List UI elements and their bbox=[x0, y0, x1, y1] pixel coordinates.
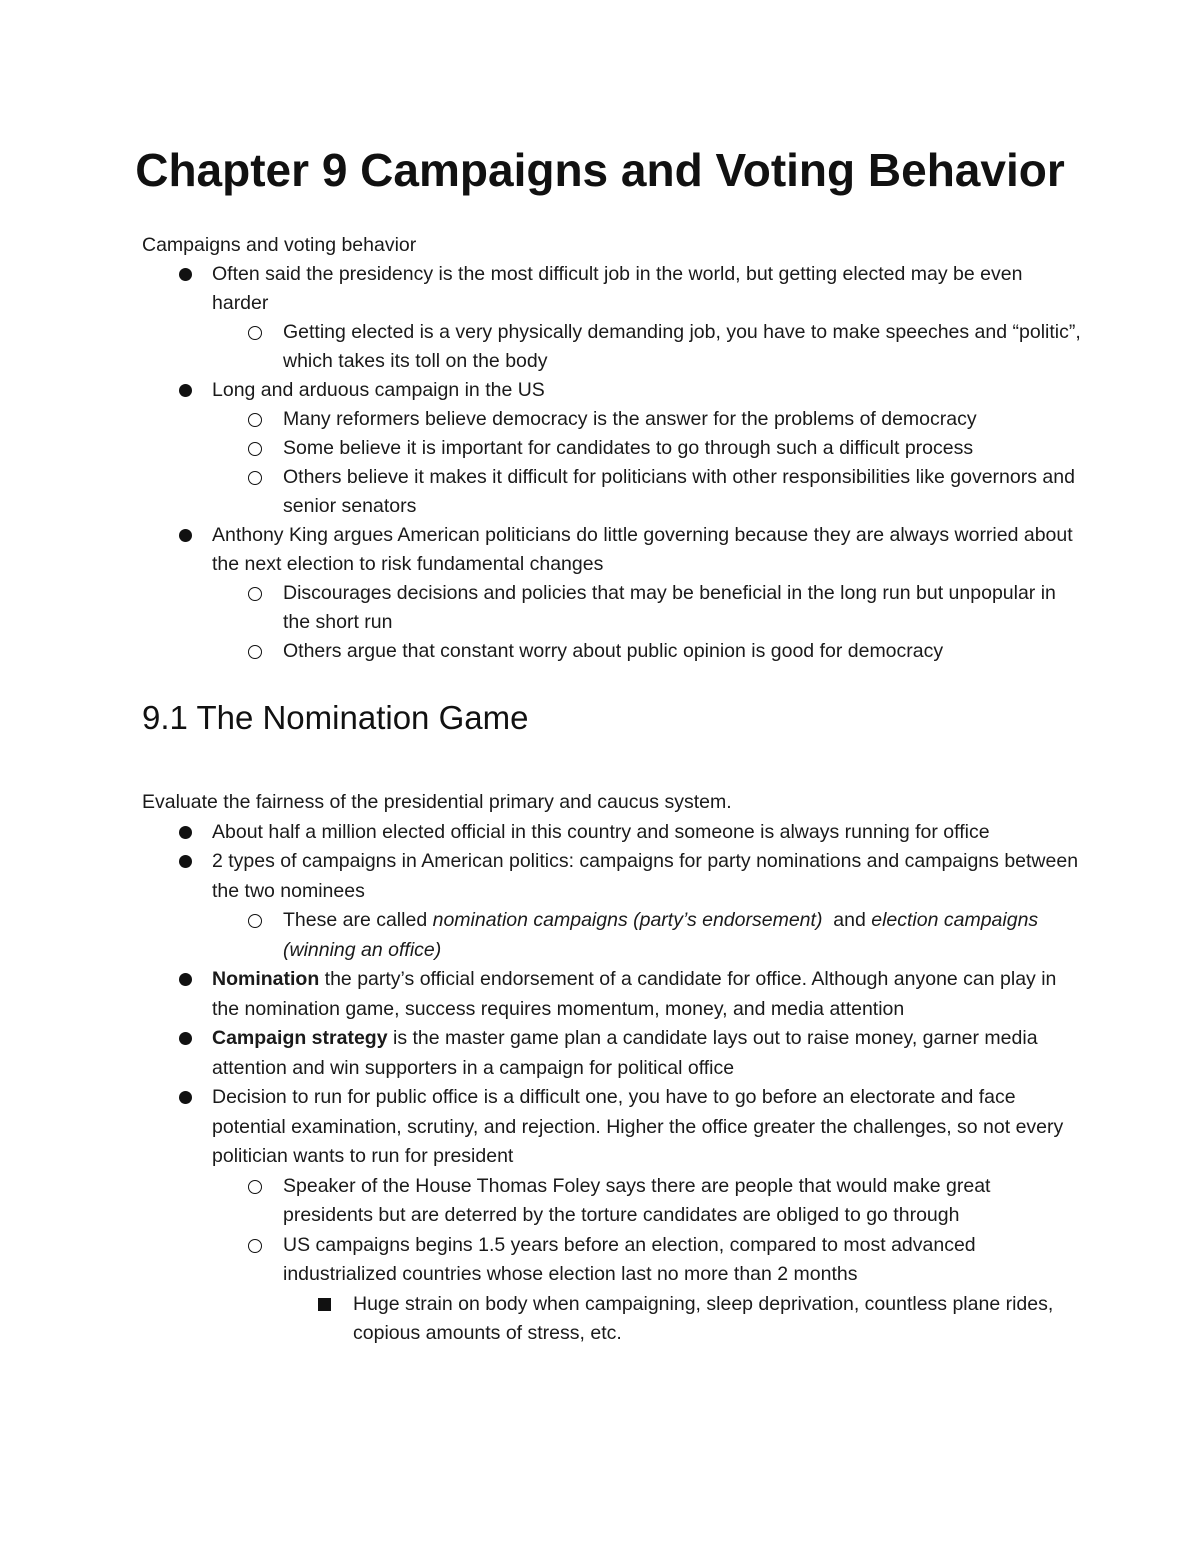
sub-list-item bbox=[212, 906, 1082, 965]
term-bold: Nomination bbox=[212, 968, 320, 990]
term-bold: Campaign strategy bbox=[212, 1027, 388, 1049]
circle-bullet-icon bbox=[248, 326, 262, 340]
sub-list-item bbox=[212, 579, 1082, 637]
list-item bbox=[142, 1024, 1082, 1083]
nomination-section bbox=[142, 690, 1082, 1349]
disc-bullet-icon bbox=[179, 1032, 192, 1045]
sub-list-item bbox=[212, 318, 1082, 376]
intro-lead: Campaigns and voting behavior bbox=[142, 234, 417, 256]
list-item-text: Long and arduous campaign in the US bbox=[212, 379, 545, 401]
sub-list bbox=[212, 579, 1082, 666]
sub-list bbox=[212, 318, 1082, 376]
section-lead: Evaluate the fairness of the presidential primary and caucus system. bbox=[142, 791, 732, 813]
disc-bullet-icon bbox=[179, 973, 192, 986]
sub-list-item bbox=[212, 463, 1082, 521]
sub-text-emphasis: election campaigns (winning an office) bbox=[283, 909, 1039, 961]
page-title: Chapter 9 Campaigns and Voting Behavior bbox=[135, 144, 1065, 196]
sub-list-item-text: Discourages decisions and policies that may be beneficial in the long run but unpopular in the short run bbox=[283, 582, 1056, 633]
section-list bbox=[142, 818, 1082, 1349]
list-item bbox=[142, 1083, 1082, 1349]
circle-bullet-icon bbox=[248, 587, 262, 601]
list-item-text: Often said the presidency is the most difficult job in the world, but getting elected may be even harder bbox=[212, 263, 1023, 314]
sub-list-item-text: Others argue that constant worry about public opinion is good for democracy bbox=[283, 640, 944, 662]
sub-list-item-text: US campaigns begins 1.5 years before an election, compared to most advanced industrialized countries whose election last no more than 2 months bbox=[283, 1233, 976, 1285]
list-item-text: Decision to run for public office is a difficult one, you have to go before an electorate and face potential examination, scrutiny, and rejection. Higher the office greater the challenges, so not every politician wants to run for president bbox=[212, 1086, 1064, 1167]
circle-bullet-icon bbox=[248, 1180, 262, 1194]
list-item bbox=[142, 521, 1082, 666]
intro-section bbox=[142, 231, 1082, 666]
term-definition: the party’s official endorsement of a candidate for office. Although anyone can play in the nomination game, success requires momentum, money, and media attention bbox=[212, 968, 1057, 1020]
disc-bullet-icon bbox=[179, 1091, 192, 1104]
sub-text-emphasis: nomination campaigns (party’s endorsement) bbox=[432, 909, 823, 931]
sub-list-item-text: Some believe it is important for candidates to go through such a difficult process bbox=[283, 437, 974, 459]
sub-list-item-text: Others believe it makes it difficult for politicians with other responsibilities like governors and senior senators bbox=[283, 466, 1075, 517]
square-bullet-icon bbox=[318, 1298, 331, 1311]
list-item bbox=[142, 847, 1082, 965]
sub-list-item bbox=[212, 1172, 1082, 1231]
sub-list-item bbox=[212, 637, 1082, 666]
circle-bullet-icon bbox=[248, 442, 262, 456]
circle-bullet-icon bbox=[248, 914, 262, 928]
sub-list bbox=[212, 906, 1082, 965]
sub-sub-list bbox=[283, 1290, 1082, 1349]
list-item bbox=[142, 965, 1082, 1024]
sub-list-item-text: Getting elected is a very physically demanding job, you have to make speeches and “politic”, which takes its toll on the body bbox=[283, 321, 1081, 372]
sub-list-item bbox=[212, 1231, 1082, 1349]
sub-text-pre: These are called bbox=[283, 909, 433, 931]
circle-bullet-icon bbox=[248, 471, 262, 485]
circle-bullet-icon bbox=[248, 413, 262, 427]
sub-text-mid: and bbox=[822, 909, 872, 931]
sub-sub-list-item bbox=[283, 1290, 1082, 1349]
sub-list-item-text: Speaker of the House Thomas Foley says there are people that would make great presidents but are deterred by the torture candidates are obliged to go through bbox=[283, 1174, 991, 1226]
section-heading: 9.1 The Nomination Game bbox=[142, 699, 529, 736]
list-item bbox=[142, 818, 1082, 848]
list-item-text: 2 types of campaigns in American politics: campaigns for party nominations and campaigns between the two nominees bbox=[212, 850, 1079, 902]
list-item bbox=[142, 260, 1082, 376]
intro-list bbox=[142, 260, 1082, 666]
disc-bullet-icon bbox=[179, 855, 192, 868]
sub-list-item-text: Many reformers believe democracy is the answer for the problems of democracy bbox=[283, 408, 977, 430]
disc-bullet-icon bbox=[179, 826, 192, 839]
circle-bullet-icon bbox=[248, 1239, 262, 1253]
sub-list bbox=[212, 405, 1082, 521]
list-item-text: About half a million elected official in this country and someone is always running for office bbox=[212, 820, 990, 843]
disc-bullet-icon bbox=[179, 268, 192, 281]
sub-list bbox=[212, 1172, 1082, 1349]
term-definition: is the master game plan a candidate lays out to raise money, garner media attention and win supporters in a campaign for political office bbox=[212, 1027, 1038, 1079]
disc-bullet-icon bbox=[179, 529, 192, 542]
circle-bullet-icon bbox=[248, 645, 262, 659]
list-item bbox=[142, 376, 1082, 521]
sub-list-item bbox=[212, 434, 1082, 463]
sub-sub-list-item-text: Huge strain on body when campaigning, sleep deprivation, countless plane rides, copious amounts of stress, etc. bbox=[353, 1292, 1054, 1344]
disc-bullet-icon bbox=[179, 384, 192, 397]
list-item-text: Anthony King argues American politicians do little governing because they are always worried about the next election to risk fundamental changes bbox=[212, 524, 1073, 575]
sub-list-item bbox=[212, 405, 1082, 434]
